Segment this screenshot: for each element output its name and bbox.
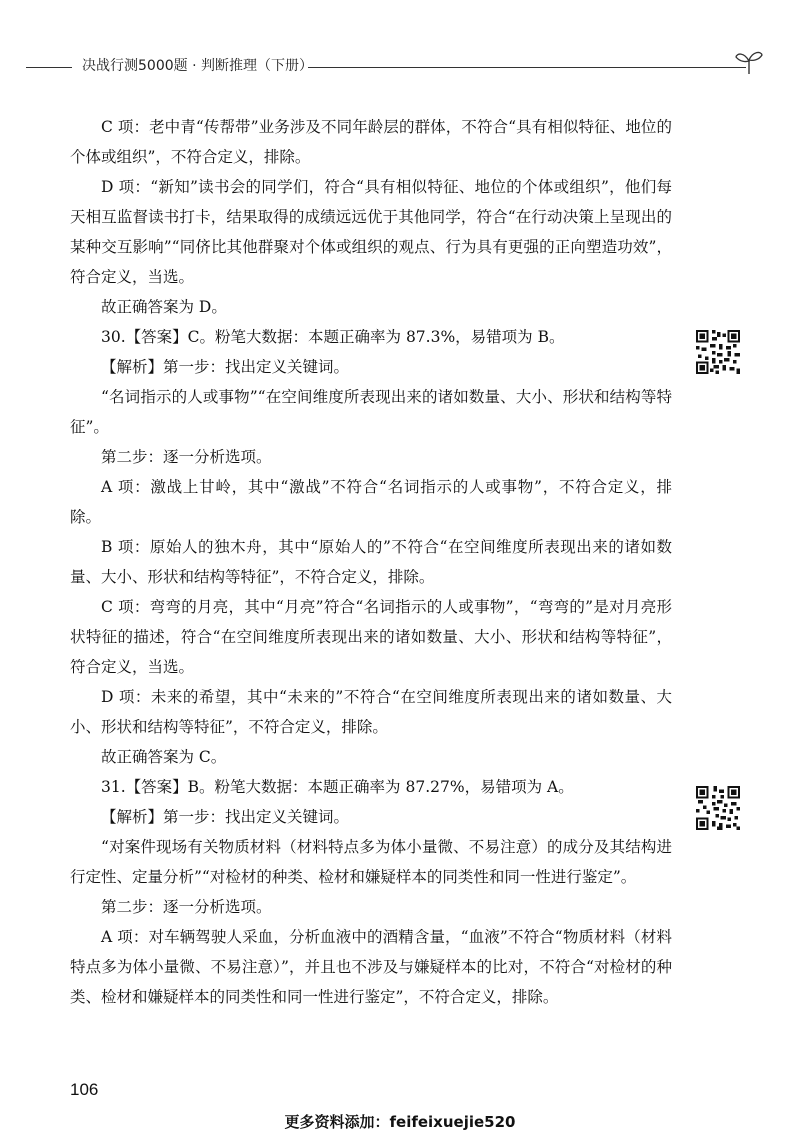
header-lead-line	[26, 67, 72, 68]
footer-note: 更多资料添加：feifeixuejie520	[284, 1113, 516, 1131]
qr-code-icon[interactable]	[696, 786, 740, 830]
answer-line: 30.【答案】C。粉笔大数据：本题正确率为 87.3%，易错项为 B。	[101, 328, 565, 346]
answer-line: 31.【答案】B。粉笔大数据：本题正确率为 87.27%，易错项为 A。	[101, 778, 574, 796]
analysis-heading: 【解析】第一步：找出定义关键词。	[101, 358, 350, 376]
running-header	[26, 52, 740, 82]
paragraph: B 项：原始人的独木舟，其中“原始人的”不符合“在空间维度所表现出来的诸如数量、大小、形状和结构等特征”，不符合定义，排除。	[70, 538, 672, 586]
page-number: 106	[70, 1080, 99, 1099]
paragraph: 故正确答案为 C。	[101, 748, 227, 766]
paragraph: D 项：未来的希望，其中“未来的”不符合“在空间维度所表现出来的诸如数量、大小、形状和结构等特征”，不符合定义，排除。	[70, 688, 672, 736]
step-heading: 第二步：逐一分析选项。	[101, 448, 272, 466]
paragraph: 故正确答案为 D。	[101, 298, 227, 316]
sprout-icon	[734, 48, 764, 76]
paragraph: “对案件现场有关物质材料（材料特点多为体小量微、不易注意）的成分及其结构进行定性、定量分析”“对检材的种类、检材和嫌疑样本的同类性和同一性进行鉴定”。	[70, 838, 672, 886]
header-rule	[308, 67, 746, 68]
book-title: 决战行测5000题 · 判断推理（下册）	[82, 58, 313, 74]
paragraph: A 项：对车辆驾驶人采血，分析血液中的酒精含量，“血液”不符合“物质材料（材料特点多为体小量微、不易注意）”，并且也不涉及与嫌疑样本的比对，不符合“对检材的种类、检材和嫌疑样本的同类性和同一性进行鉴定”，不符合定义，排除。	[70, 928, 672, 1006]
paragraph: C 项：弯弯的月亮，其中“月亮”符合“名词指示的人或事物”，“弯弯的”是对月亮形状特征的描述，符合“在空间维度所表现出来的诸如数量、大小、形状和结构等特征”，符合定义，当选。	[70, 598, 672, 676]
paragraph: C 项：老中青“传帮带”业务涉及不同年龄层的群体，不符合“具有相似特征、地位的个体或组织”，不符合定义，排除。	[70, 118, 672, 166]
qr-code-icon[interactable]	[696, 330, 740, 374]
analysis-heading: 【解析】第一步：找出定义关键词。	[101, 808, 350, 826]
paragraph: D 项：“新知”读书会的同学们，符合“具有相似特征、地位的个体或组织”，他们每天相互监督读书打卡，结果取得的成绩远远优于其他同学，符合“在行动决策上呈现出的某种交互影响”“同侪比其他群聚对个体或组织的观点、行为具有更强的正向塑造功效”，符合定义，当选。	[70, 178, 672, 286]
step-heading: 第二步：逐一分析选项。	[101, 898, 272, 916]
paragraph: A 项：激战上甘岭，其中“激战”不符合“名词指示的人或事物”，不符合定义，排除。	[70, 478, 672, 526]
paragraph: “名词指示的人或事物”“在空间维度所表现出来的诸如数量、大小、形状和结构等特征”。	[70, 388, 672, 436]
page-body	[70, 112, 672, 1012]
